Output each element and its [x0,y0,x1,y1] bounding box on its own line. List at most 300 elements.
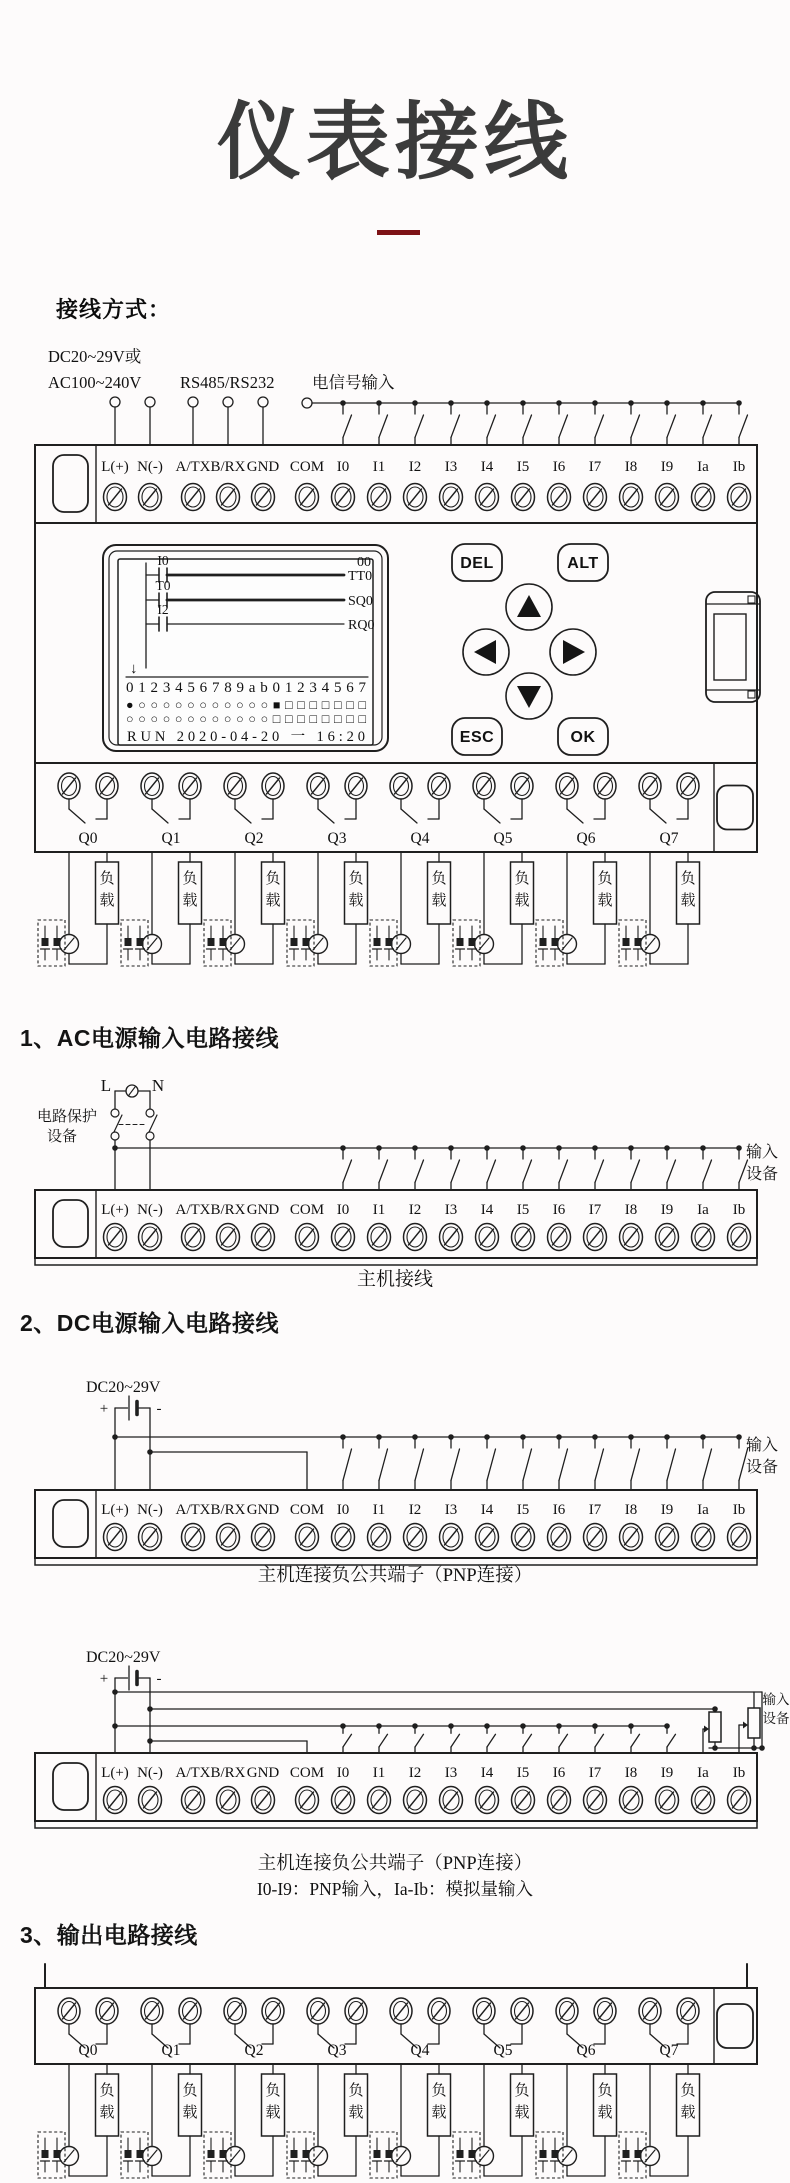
power-label: AC100~240V [48,373,142,392]
load-circuit [38,852,119,966]
screw-terminal [404,484,427,511]
terminal-label: I5 [516,459,530,475]
input-device-label: 设备 [745,1459,779,1476]
section1-heading: 1、AC电源输入电路接线 [20,1025,280,1051]
protection-label: 设备 [46,1129,78,1145]
input-switch [556,1145,567,1190]
output-label: Q4 [410,830,430,847]
input-switch [412,1434,423,1490]
screw-terminal [58,773,80,799]
terminal-label: I4 [480,1502,494,1518]
input-switch [448,400,459,445]
terminal-label: I9 [660,459,674,475]
terminal-label: I4 [480,1765,494,1781]
terminal-label: B/RX [210,1502,246,1518]
screw-terminal [345,1998,367,2024]
terminal-label: I8 [624,1765,638,1781]
input-device-label: 设备 [762,1711,790,1726]
input-switch [556,1434,567,1490]
screw-terminal [556,1998,578,2024]
screw-terminal [139,1524,162,1551]
input-switch [448,1145,459,1190]
load-label: 负 [680,2083,696,2099]
lcd-cursor: ↓ [130,661,138,677]
screw-terminal [692,484,715,511]
screw-terminal [179,1998,201,2024]
power-label: DC20~29V或 [48,347,142,366]
screw-terminal [141,773,163,799]
input-switch [340,1434,351,1490]
input-switch [700,1434,711,1490]
screw-terminal [584,1524,607,1551]
load-circuit [38,2064,119,2178]
screw-terminal [296,1524,319,1551]
section3-heading: 3、输出电路接线 [20,1922,198,1948]
del-button [452,544,502,581]
input-switch [664,1145,675,1190]
l-label: L [100,1076,112,1095]
lcd-screen [103,545,388,751]
screw-terminal [548,1224,571,1251]
terminal-label: GND [246,1765,280,1781]
screw-terminal [104,1524,127,1551]
terminal-label: I1 [372,1765,386,1781]
input-device-label: 输入 [745,1144,779,1161]
terminal-label: I2 [408,1202,422,1218]
load-label: 负 [680,871,696,887]
input-switch [556,400,567,445]
load-label: 载 [431,893,447,909]
load-label: 载 [348,2105,364,2121]
ladder-contact-label: T0 [155,578,171,593]
input-device-label: 输入 [762,1692,790,1707]
input-switch [376,1145,387,1190]
output-label: Q7 [659,2042,679,2059]
terminal-label: GND [246,1502,280,1518]
screw-terminal [224,773,246,799]
screw-terminal [476,1224,499,1251]
output-label: Q3 [327,2042,347,2059]
section2b-caption2: I0-I9：PNP输入，Ia-Ib：模拟量输入 [256,1879,534,1899]
screw-terminal [217,1524,240,1551]
output-label: Q4 [410,2042,430,2059]
protection-label: 电路保护 [36,1109,97,1125]
input-switch [520,1723,531,1753]
screw-terminal [639,1998,661,2024]
load-label: 载 [182,2105,198,2121]
screw-terminal [368,1787,391,1814]
strip-section1 [35,1190,757,1265]
load-label: 载 [99,2105,115,2121]
signal-label: 电信号输入 [312,373,395,392]
ladder-corner-label: 00 [357,555,371,570]
terminal-label: COM [289,1502,325,1518]
screw-terminal [728,1787,751,1814]
dc-voltage-label: DC20~29V [86,1649,161,1666]
load-label: 负 [348,871,364,887]
terminal-label: L(+) [101,1502,129,1518]
terminal-label: I8 [624,459,638,475]
screw-terminal [296,484,319,511]
terminal-label: I5 [516,1202,530,1218]
load-label: 载 [514,893,530,909]
output-label: Q1 [161,2042,181,2059]
terminal-label: I5 [516,1765,530,1781]
terminal-label: Ia [697,459,709,475]
input-switch [736,400,747,445]
terminal-label: I4 [480,459,494,475]
terminal-label: Ia [697,1765,709,1781]
input-device-label: 设备 [745,1166,779,1183]
terminal-label: I6 [552,1502,566,1518]
terminal-label: L(+) [101,1202,129,1218]
ladder-contact-label: I2 [157,602,169,617]
load-circuit [619,2064,700,2178]
terminal-label: I0 [336,459,350,475]
input-switch [412,1723,423,1753]
input-switch [520,1434,531,1490]
screw-terminal [584,1787,607,1814]
input-switch [448,1723,459,1753]
load-label: 负 [514,871,530,887]
screw-terminal [440,484,463,511]
load-label: 负 [431,2083,447,2099]
screw-terminal [262,1998,284,2024]
terminal-label: I7 [588,1502,602,1518]
load-circuits [38,852,700,966]
output-label: Q3 [327,830,347,847]
load-label: 负 [431,871,447,887]
terminal-label: I1 [372,1202,386,1218]
load-label: 负 [348,2083,364,2099]
terminal-label: N(-) [137,1765,163,1781]
terminal-label: I2 [408,459,422,475]
terminal-label: Ib [732,1765,746,1781]
screw-terminal [473,1998,495,2024]
minus-label: - [156,1671,162,1687]
terminal-label: I6 [552,1202,566,1218]
screw-terminal [548,484,571,511]
terminal-label: A/TX [175,459,211,475]
screw-terminal [692,1787,715,1814]
input-switch [700,400,711,445]
terminal-label: I5 [516,1502,530,1518]
screw-terminal [728,1524,751,1551]
arrow-right-button [550,629,596,675]
input-switch [664,1434,675,1490]
input-switch [484,1145,495,1190]
input-switch [628,1434,639,1490]
load-label: 负 [99,2083,115,2099]
screw-terminal [656,1524,679,1551]
screw-terminal [511,1998,533,2024]
section3-circuit [35,1964,757,2178]
terminal-label: I9 [660,1765,674,1781]
page-title: 仪表接线 [216,95,573,189]
input-switch [484,1434,495,1490]
input-device-label: 输入 [745,1437,779,1454]
input-switch [376,1723,387,1753]
terminal-label: GND [246,459,280,475]
terminal-label: GND [246,1202,280,1218]
terminal-label: I3 [444,459,458,475]
screw-terminal [332,1787,355,1814]
load-label: 负 [182,2083,198,2099]
terminal-label: Ib [732,459,746,475]
screw-terminal [139,1787,162,1814]
input-switch [340,400,351,445]
screw-terminal [368,1524,391,1551]
screw-terminal [511,773,533,799]
input-switch [628,1723,639,1753]
output-label: Q1 [161,830,181,847]
screw-terminal [390,1998,412,2024]
load-circuit [619,852,700,966]
section2-heading: 2、DC电源输入电路接线 [20,1310,280,1336]
screw-terminal [252,1787,275,1814]
terminal-label: I1 [372,459,386,475]
terminal-label: I3 [444,1765,458,1781]
output-terminal-row [35,1988,757,2064]
input-switch [592,1434,603,1490]
screw-terminal [58,1998,80,2024]
strip-section2 [35,1490,757,1565]
expansion-connector [706,592,760,702]
section2-caption: 主机连接负公共端子（PNP连接） [257,1566,533,1586]
screw-terminal [620,1524,643,1551]
screw-terminal [656,1224,679,1251]
screw-terminal [224,1998,246,2024]
terminal-label: A/TX [175,1765,211,1781]
lcd-led-row: ○○○○○○○○○○○○□□□□□□□□ [126,712,366,726]
load-label: 负 [514,2083,530,2099]
load-circuit [453,852,534,966]
load-label: 载 [431,2105,447,2121]
screw-terminal [440,1224,463,1251]
screw-terminal [404,1524,427,1551]
ok-button [558,718,608,755]
terminal-label: Ia [697,1202,709,1218]
terminal-label: Ib [732,1202,746,1218]
load-circuit [536,2064,617,2178]
terminal-label: N(-) [137,1202,163,1218]
section2b-caption1: 主机连接负公共端子（PNP连接） [257,1854,533,1874]
terminal-label: COM [289,1202,325,1218]
input-switch [340,1145,351,1190]
section1-caption: 主机接线 [356,1269,433,1290]
load-circuit [204,2064,285,2178]
load-circuit [370,852,451,966]
terminal-label: B/RX [210,1765,246,1781]
screw-terminal [512,1787,535,1814]
screw-terminal [368,484,391,511]
screw-terminal [692,1524,715,1551]
load-circuit [121,2064,202,2178]
screw-terminal [620,1224,643,1251]
input-switch [520,1145,531,1190]
output-label: Q0 [78,830,98,847]
minus-label: - [156,1401,162,1417]
screw-terminal [96,1998,118,2024]
section2b-circuit [86,1649,790,1753]
screw-terminal [390,773,412,799]
input-switch [592,1723,603,1753]
screw-terminal [440,1524,463,1551]
screw-terminal [476,1787,499,1814]
lcd-status-row: RUN 2020-04-20 一 16:20 [127,729,365,745]
terminal-label: I8 [624,1202,638,1218]
load-circuit [204,852,285,966]
screw-terminal [262,773,284,799]
keypad [452,544,608,755]
terminal-label: I9 [660,1502,674,1518]
input-switch [592,1145,603,1190]
input-switch [412,1145,423,1190]
input-switch [376,400,387,445]
esc-button [452,718,502,755]
terminal-label: I8 [624,1502,638,1518]
screw-terminal [692,1224,715,1251]
screw-terminal [104,1787,127,1814]
screw-terminal [473,773,495,799]
input-switch [340,1723,351,1753]
input-switch [448,1434,459,1490]
screw-terminal [332,484,355,511]
output-label: Q0 [78,2042,98,2059]
screw-terminal [296,1224,319,1251]
section2-circuit [86,1379,778,1490]
input-switch [592,400,603,445]
input-switch [664,400,675,445]
screw-terminal [404,1787,427,1814]
terminal-label: Ia [697,1502,709,1518]
load-circuit [121,852,202,966]
terminal-label: L(+) [101,1765,129,1781]
lcd-digits-row: 0123456789ab01234567 [126,680,366,696]
load-label: 载 [182,893,198,909]
output-label: Q2 [244,830,264,847]
load-label: 载 [680,893,696,909]
input-switch [700,1145,711,1190]
plus-label: + [99,1401,109,1417]
alt-button [558,544,608,581]
load-circuit [287,852,368,966]
screw-terminal [217,1787,240,1814]
output-label: Q5 [493,2042,513,2059]
load-label: 载 [680,2105,696,2121]
top-wiring [48,347,748,445]
terminal-label: A/TX [175,1202,211,1218]
n-label: N [151,1076,165,1095]
section1-circuit [37,1076,778,1190]
input-switch [484,400,495,445]
terminal-label: I2 [408,1502,422,1518]
strip-section2b [35,1753,757,1828]
load-label: 载 [265,2105,281,2121]
screw-terminal [594,1998,616,2024]
load-label: 载 [265,893,281,909]
terminal-label: N(-) [137,1502,163,1518]
screw-terminal [440,1787,463,1814]
screw-terminal [96,773,118,799]
input-switch [556,1723,567,1753]
screw-terminal [428,1998,450,2024]
output-label: Q7 [659,830,679,847]
terminal-label: N(-) [137,459,163,475]
screw-terminal [332,1524,355,1551]
output-label: Q6 [576,2042,596,2059]
screw-terminal [476,1524,499,1551]
screw-terminal [728,484,751,511]
screw-terminal [512,1524,535,1551]
ladder-output-label: RQ0 [348,618,375,633]
load-label: 负 [265,871,281,887]
screw-terminal [728,1224,751,1251]
terminal-label: I3 [444,1202,458,1218]
arrow-up-button [506,584,552,630]
terminal-label: A/TX [175,1502,211,1518]
screw-terminal [428,773,450,799]
screw-terminal [584,484,607,511]
input-switch [664,1723,675,1753]
terminal-label: I7 [588,1765,602,1781]
screw-terminal [620,1787,643,1814]
output-label: Q5 [493,830,513,847]
screw-terminal [217,1224,240,1251]
ladder-output-label: TT0 [348,569,373,584]
load-label: 负 [99,871,115,887]
screw-terminal [307,773,329,799]
input-switch [628,1145,639,1190]
load-circuit [453,2064,534,2178]
screw-terminal [594,773,616,799]
potentiometer [748,1692,760,1751]
screw-terminal [182,1524,205,1551]
input-switch [628,400,639,445]
screw-terminal [512,1224,535,1251]
dc-voltage-label: DC20~29V [86,1379,161,1396]
svg-text:OK: OK [570,729,596,746]
comm-label: RS485/RS232 [180,373,275,392]
arrow-left-button [463,629,509,675]
load-label: 载 [514,2105,530,2121]
screw-terminal [620,484,643,511]
terminal-label: L(+) [101,459,129,475]
screw-terminal [677,773,699,799]
output-terminal-row [58,763,753,852]
screw-terminal [296,1787,319,1814]
terminal-label: I3 [444,1502,458,1518]
terminal-label: I0 [336,1202,350,1218]
terminal-label: I9 [660,1202,674,1218]
screw-terminal [639,773,661,799]
load-label: 载 [597,893,613,909]
load-circuit [536,852,617,966]
svg-text:DEL: DEL [460,555,494,572]
load-circuits [38,2064,700,2178]
arrow-down-button [506,673,552,719]
screw-terminal [404,1224,427,1251]
load-label: 负 [597,2083,613,2099]
screw-terminal [179,773,201,799]
terminal-label: COM [289,1765,325,1781]
screw-terminal [252,484,275,511]
load-circuit [370,2064,451,2178]
terminal-label: I0 [336,1502,350,1518]
lcd-led-row: ●○○○○○○○○○○○■□□□□□□□ [126,698,366,712]
input-switch [520,400,531,445]
terminal-label: I1 [372,1502,386,1518]
